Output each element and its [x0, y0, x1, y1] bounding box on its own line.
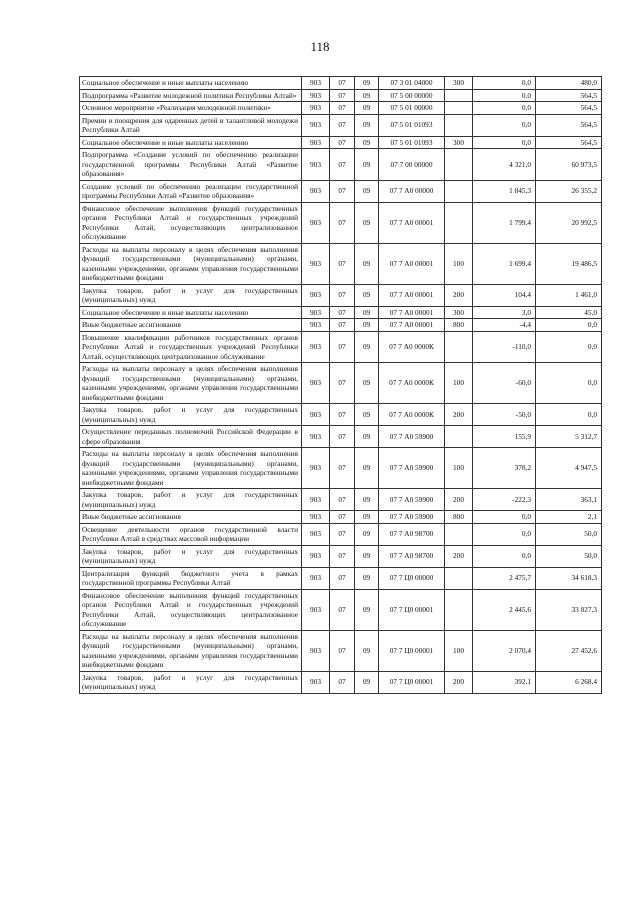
amount-total: 50,0 — [536, 523, 602, 545]
section-code: 07 — [330, 202, 355, 243]
row-name: Закупка товаров, работ и услуг для государственных (муниципальных) нужд — [80, 545, 302, 567]
subsection-code: 09 — [355, 306, 379, 319]
section-code: 07 — [330, 448, 355, 489]
section-code: 07 — [330, 114, 355, 136]
subsection-code: 09 — [355, 180, 379, 202]
subsection-code: 09 — [355, 630, 379, 671]
table-row — [80, 202, 602, 243]
amount-change: -110,0 — [473, 331, 536, 363]
expense-type-code: 100 — [445, 243, 473, 284]
subsection-code: 09 — [355, 136, 379, 149]
row-name: Централизация функций бюджетного учета в рамках государственной программы Республики Алтай — [80, 567, 302, 589]
amount-total: 564,5 — [536, 89, 602, 102]
expense-type-code: 100 — [445, 630, 473, 671]
amount-total: 60 973,5 — [536, 149, 602, 181]
subsection-code: 09 — [355, 89, 379, 102]
section-code: 07 — [330, 284, 355, 306]
subsection-code: 09 — [355, 363, 379, 404]
section-code: 07 — [330, 77, 355, 90]
row-name: Освещение деятельности органов государственной власти Республики Алтай в средствах массовой информации — [80, 523, 302, 545]
target-article-code: 07 7 А0 00001 — [379, 306, 445, 319]
row-name: Закупка товаров, работ и услуг для государственных (муниципальных) нужд — [80, 284, 302, 306]
table-row — [80, 284, 602, 306]
table-row — [80, 630, 602, 671]
amount-change: 155,9 — [473, 426, 536, 448]
target-article-code: 07 7 А0 00000 — [379, 180, 445, 202]
target-article-code: 07 7 А0 00001 — [379, 243, 445, 284]
amount-change: 1 799,4 — [473, 202, 536, 243]
amount-total: 564,5 — [536, 102, 602, 115]
target-article-code: 07 5 01 00000 — [379, 102, 445, 115]
subsection-code: 09 — [355, 511, 379, 524]
ved-code: 903 — [302, 511, 330, 524]
ved-code: 903 — [302, 523, 330, 545]
ved-code: 903 — [302, 671, 330, 693]
expense-type-code — [445, 202, 473, 243]
amount-change: 0,0 — [473, 102, 536, 115]
table-row — [80, 136, 602, 149]
target-article-code: 07 7 Ц0 00001 — [379, 630, 445, 671]
expense-type-code: 300 — [445, 306, 473, 319]
ved-code: 903 — [302, 545, 330, 567]
amount-total: 0,0 — [536, 404, 602, 426]
expense-type-code: 200 — [445, 545, 473, 567]
target-article-code: 07 7 А0 59900 — [379, 426, 445, 448]
table-row — [80, 243, 602, 284]
row-name: Иные бюджетные ассигнования — [80, 511, 302, 524]
budget-table — [79, 76, 602, 694]
table-body — [80, 77, 602, 694]
amount-change: -50,0 — [473, 404, 536, 426]
row-name: Подпрограмма «Развитие молодежной политики Республики Алтай» — [80, 89, 302, 102]
target-article-code: 07 7 А0 59900 — [379, 489, 445, 511]
ved-code: 903 — [302, 149, 330, 181]
amount-change: 2 475,7 — [473, 567, 536, 589]
expense-type-code: 200 — [445, 404, 473, 426]
expense-type-code — [445, 102, 473, 115]
table-row — [80, 489, 602, 511]
subsection-code: 09 — [355, 102, 379, 115]
subsection-code: 09 — [355, 284, 379, 306]
expense-type-code — [445, 589, 473, 630]
amount-total: 19 486,5 — [536, 243, 602, 284]
row-name: Расходы на выплаты персоналу в целях обеспечения выполнения функций государственными (муниципальными) органами, казенными учреждениями, органами управления государственными внебюджетными фондами — [80, 630, 302, 671]
amount-change: -222,3 — [473, 489, 536, 511]
expense-type-code: 300 — [445, 136, 473, 149]
table-row — [80, 448, 602, 489]
section-code: 07 — [330, 489, 355, 511]
ved-code: 903 — [302, 426, 330, 448]
ved-code: 903 — [302, 284, 330, 306]
amount-total: 0,0 — [536, 319, 602, 332]
amount-change: 378,2 — [473, 448, 536, 489]
target-article-code: 07 7 А0 59900 — [379, 511, 445, 524]
ved-code: 903 — [302, 489, 330, 511]
expense-type-code — [445, 567, 473, 589]
amount-total: 5 312,7 — [536, 426, 602, 448]
ved-code: 903 — [302, 102, 330, 115]
target-article-code: 07 3 01 04000 — [379, 77, 445, 90]
amount-change: 2 070,4 — [473, 630, 536, 671]
table-row — [80, 319, 602, 332]
expense-type-code — [445, 331, 473, 363]
target-article-code: 07 7 А0 98700 — [379, 523, 445, 545]
subsection-code: 09 — [355, 523, 379, 545]
amount-change: 4 321,0 — [473, 149, 536, 181]
amount-total: 26 355,2 — [536, 180, 602, 202]
amount-total: 27 452,6 — [536, 630, 602, 671]
ved-code: 903 — [302, 630, 330, 671]
row-name: Финансовое обеспечение выполнения функций государственных органов Республики Алтай и государственных учреждений Республики Алтай, осуществляющих централизованное обслуживание — [80, 202, 302, 243]
row-name: Закупка товаров, работ и услуг для государственных (муниципальных) нужд — [80, 404, 302, 426]
ved-code: 903 — [302, 448, 330, 489]
section-code: 07 — [330, 567, 355, 589]
amount-change: 0,0 — [473, 114, 536, 136]
section-code: 07 — [330, 89, 355, 102]
amount-change: 104,4 — [473, 284, 536, 306]
target-article-code: 07 5 01 01093 — [379, 136, 445, 149]
ved-code: 903 — [302, 202, 330, 243]
row-name: Социальное обеспечение и иные выплаты населению — [80, 77, 302, 90]
subsection-code: 09 — [355, 202, 379, 243]
ved-code: 903 — [302, 243, 330, 284]
ved-code: 903 — [302, 567, 330, 589]
row-name: Осуществление переданных полномочий Российской Федерации в сфере образования — [80, 426, 302, 448]
amount-total: 6 268,4 — [536, 671, 602, 693]
row-name: Закупка товаров, работ и услуг для государственных (муниципальных) нужд — [80, 489, 302, 511]
row-name: Премии и поощрения для одаренных детей и талантливой молодежи Республики Алтай — [80, 114, 302, 136]
amount-change: 0,0 — [473, 523, 536, 545]
section-code: 07 — [330, 306, 355, 319]
amount-total: 2,1 — [536, 511, 602, 524]
section-code: 07 — [330, 426, 355, 448]
amount-change: 0,0 — [473, 77, 536, 90]
section-code: 07 — [330, 180, 355, 202]
section-code: 07 — [330, 671, 355, 693]
ved-code: 903 — [302, 114, 330, 136]
target-article-code: 07 5 01 01093 — [379, 114, 445, 136]
amount-change: 1 699,4 — [473, 243, 536, 284]
amount-change: -4,4 — [473, 319, 536, 332]
ved-code: 903 — [302, 180, 330, 202]
subsection-code: 09 — [355, 426, 379, 448]
section-code: 07 — [330, 319, 355, 332]
section-code: 07 — [330, 404, 355, 426]
subsection-code: 09 — [355, 489, 379, 511]
target-article-code: 07 7 А0 0000К — [379, 363, 445, 404]
row-name: Финансовое обеспечение выполнения функций государственных органов Республики Алтай и государственных учреждений Республики Алтай, осуществляющих централизованное обслуживание — [80, 589, 302, 630]
subsection-code: 09 — [355, 149, 379, 181]
amount-change: 392,1 — [473, 671, 536, 693]
subsection-code: 09 — [355, 77, 379, 90]
row-name: Иные бюджетные ассигнования — [80, 319, 302, 332]
target-article-code: 07 7 Ц0 00001 — [379, 589, 445, 630]
ved-code: 903 — [302, 319, 330, 332]
target-article-code: 07 7 Ц0 00000 — [379, 567, 445, 589]
target-article-code: 07 7 А0 00001 — [379, 319, 445, 332]
row-name: Закупка товаров, работ и услуг для государственных (муниципальных) нужд — [80, 671, 302, 693]
section-code: 07 — [330, 149, 355, 181]
subsection-code: 09 — [355, 545, 379, 567]
subsection-code: 09 — [355, 331, 379, 363]
table-row — [80, 331, 602, 363]
amount-total: 4 947,5 — [536, 448, 602, 489]
amount-total: 363,1 — [536, 489, 602, 511]
expense-type-code: 800 — [445, 319, 473, 332]
expense-type-code — [445, 89, 473, 102]
amount-change: 2 445,6 — [473, 589, 536, 630]
section-code: 07 — [330, 630, 355, 671]
ved-code: 903 — [302, 89, 330, 102]
table-row — [80, 426, 602, 448]
amount-total: 0,0 — [536, 363, 602, 404]
subsection-code: 09 — [355, 448, 379, 489]
section-code: 07 — [330, 363, 355, 404]
row-name: Повышение квалификации работников государственных органов Республики Алтай и государственных учреждений Республики Алтай, осуществляющих централизованное обслуживание — [80, 331, 302, 363]
expense-type-code: 100 — [445, 363, 473, 404]
table-row — [80, 523, 602, 545]
table-row — [80, 545, 602, 567]
ved-code: 903 — [302, 77, 330, 90]
table-row — [80, 180, 602, 202]
expense-type-code: 300 — [445, 77, 473, 90]
row-name: Расходы на выплаты персоналу в целях обеспечения выполнения функций государственными (муниципальными) органами, казенными учреждениями, органами управления государственными внебюджетными фондами — [80, 448, 302, 489]
expense-type-code: 200 — [445, 489, 473, 511]
amount-change: 0,0 — [473, 545, 536, 567]
row-name: Расходы на выплаты персоналу в целях обеспечения выполнения функций государственными (муниципальными) органами, казенными учреждениями, органами управления государственными внебюджетными фондами — [80, 243, 302, 284]
table-row — [80, 567, 602, 589]
subsection-code: 09 — [355, 589, 379, 630]
amount-change: 0,0 — [473, 511, 536, 524]
ved-code: 903 — [302, 306, 330, 319]
subsection-code: 09 — [355, 567, 379, 589]
row-name: Основное мероприятие «Реализация молодежной политики» — [80, 102, 302, 115]
amount-change: -60,0 — [473, 363, 536, 404]
ved-code: 903 — [302, 404, 330, 426]
table-row — [80, 306, 602, 319]
amount-change: 3,0 — [473, 306, 536, 319]
section-code: 07 — [330, 589, 355, 630]
amount-total: 1 461,0 — [536, 284, 602, 306]
table-row — [80, 114, 602, 136]
ved-code: 903 — [302, 589, 330, 630]
target-article-code: 07 7 А0 00001 — [379, 202, 445, 243]
row-name: Расходы на выплаты персоналу в целях обеспечения выполнения функций государственными (муниципальными) органами, казенными учреждениями, органами управления государственными внебюджетными фондами — [80, 363, 302, 404]
row-name: Подпрограмма «Создание условий по обеспечению реализации государственной программы Республики Алтай «Развитие образования» — [80, 149, 302, 181]
expense-type-code — [445, 114, 473, 136]
target-article-code: 07 7 А0 0000К — [379, 404, 445, 426]
target-article-code: 07 7 А0 59900 — [379, 448, 445, 489]
amount-total: 33 827,3 — [536, 589, 602, 630]
table-row — [80, 363, 602, 404]
amount-total: 34 618,3 — [536, 567, 602, 589]
section-code: 07 — [330, 102, 355, 115]
expense-type-code: 100 — [445, 448, 473, 489]
row-name: Социальное обеспечение и иные выплаты населению — [80, 306, 302, 319]
target-article-code: 07 7 А0 98700 — [379, 545, 445, 567]
table-row — [80, 89, 602, 102]
table-row — [80, 77, 602, 90]
page-number: 118 — [310, 39, 330, 54]
subsection-code: 09 — [355, 114, 379, 136]
ved-code: 903 — [302, 363, 330, 404]
subsection-code: 09 — [355, 319, 379, 332]
amount-total: 50,0 — [536, 545, 602, 567]
table-row — [80, 511, 602, 524]
row-name: Создание условий по обеспечению реализации государственной программы Республики Алтай «Развитие образования» — [80, 180, 302, 202]
expense-type-code: 200 — [445, 284, 473, 306]
expense-type-code: 800 — [445, 511, 473, 524]
amount-total: 45,0 — [536, 306, 602, 319]
target-article-code: 07 5 00 00000 — [379, 89, 445, 102]
subsection-code: 09 — [355, 243, 379, 284]
subsection-code: 09 — [355, 671, 379, 693]
table-row — [80, 671, 602, 693]
row-name: Социальное обеспечение и иные выплаты населению — [80, 136, 302, 149]
amount-change: 0,0 — [473, 136, 536, 149]
section-code: 07 — [330, 331, 355, 363]
amount-total: 564,5 — [536, 136, 602, 149]
amount-change: 1 845,3 — [473, 180, 536, 202]
section-code: 07 — [330, 243, 355, 284]
table-row — [80, 149, 602, 181]
expense-type-code — [445, 426, 473, 448]
section-code: 07 — [330, 136, 355, 149]
expense-type-code — [445, 180, 473, 202]
expense-type-code — [445, 149, 473, 181]
ved-code: 903 — [302, 136, 330, 149]
expense-type-code: 200 — [445, 671, 473, 693]
amount-total: 564,5 — [536, 114, 602, 136]
section-code: 07 — [330, 523, 355, 545]
target-article-code: 07 7 00 00000 — [379, 149, 445, 181]
table-row — [80, 404, 602, 426]
expense-type-code — [445, 523, 473, 545]
section-code: 07 — [330, 511, 355, 524]
section-code: 07 — [330, 545, 355, 567]
target-article-code: 07 7 Ц0 00001 — [379, 671, 445, 693]
subsection-code: 09 — [355, 404, 379, 426]
amount-total: 480,0 — [536, 77, 602, 90]
target-article-code: 07 7 А0 0000К — [379, 331, 445, 363]
table-row — [80, 102, 602, 115]
amount-change: 0,0 — [473, 89, 536, 102]
table-row — [80, 589, 602, 630]
ved-code: 903 — [302, 331, 330, 363]
amount-total: 0,0 — [536, 331, 602, 363]
amount-total: 20 992,5 — [536, 202, 602, 243]
target-article-code: 07 7 А0 00001 — [379, 284, 445, 306]
